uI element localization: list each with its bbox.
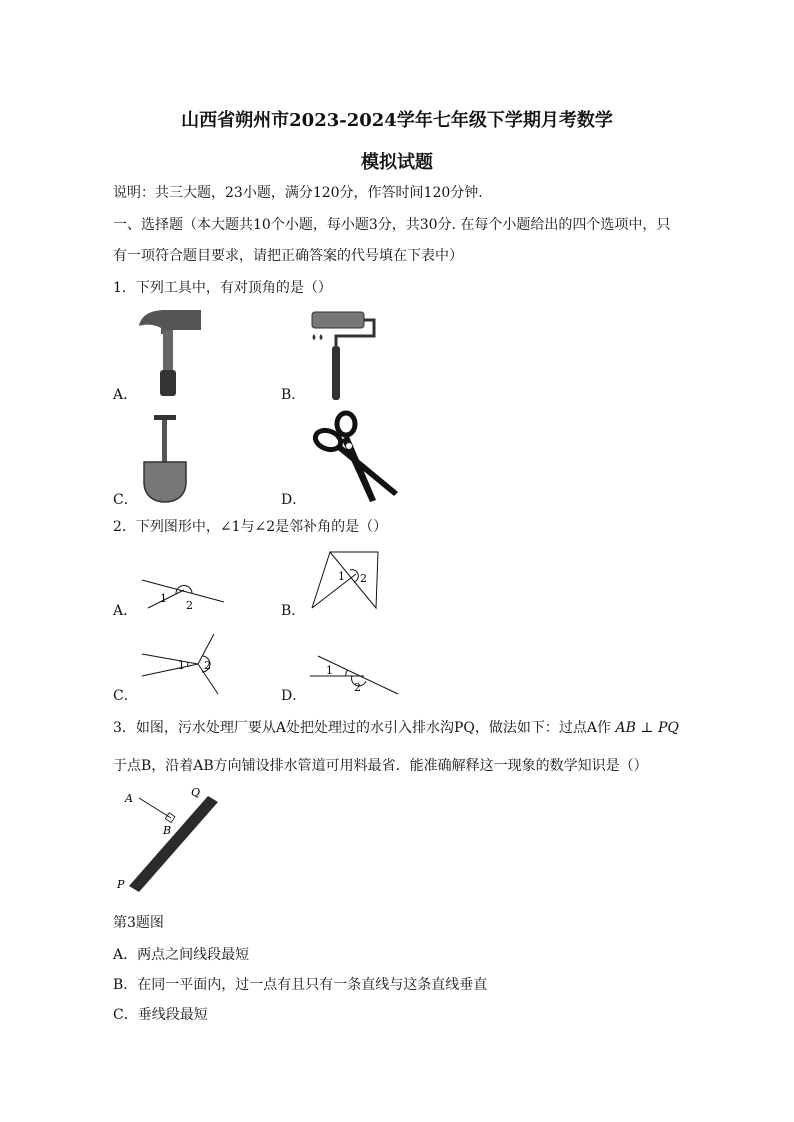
angle-label-1: 1 xyxy=(326,664,333,677)
intro-text: 说明：共三大题，23小题，满分120分，作答时间120分钟. xyxy=(113,185,483,201)
paint-roller-icon xyxy=(308,306,380,402)
hammer-icon xyxy=(135,306,210,398)
q2-option-c-figure xyxy=(140,632,224,700)
angle-label-1: 1 xyxy=(338,570,345,583)
angle-label-1: 1 xyxy=(178,659,185,672)
q2-option-a-figure xyxy=(140,572,230,616)
q3-option-c: C．垂线段最短 xyxy=(113,1007,208,1023)
angle-label-1: 1 xyxy=(160,592,167,605)
q2-option-c-label: C． xyxy=(113,688,138,704)
point-p-label: P xyxy=(117,878,125,891)
angle-label-2: 2 xyxy=(360,572,367,585)
q1-option-c-label: C． xyxy=(113,492,138,508)
q2-option-b-label: B． xyxy=(281,603,306,619)
q1-option-d-label: D． xyxy=(281,492,307,508)
q3-stem-math: AB ⊥ PQ xyxy=(615,720,679,736)
section1-line-2: 有一项符合题目要求，请把正确答案的代号填在下表中） xyxy=(113,248,463,264)
point-b-label: B xyxy=(163,824,172,837)
angle-label-2: 2 xyxy=(354,681,361,694)
section1-line-1: 一、选择题（本大题共10个小题，每小题3分，共30分. 在每个小题给出的四个选项中，只 xyxy=(113,217,671,233)
q3-stem-text: 3．如图，污水处理厂要从A处把处理过的水引入排水沟PQ，做法如下：过点A作 xyxy=(113,720,612,736)
title-line-2: 模拟试题 xyxy=(361,152,433,173)
q2-option-b-figure xyxy=(308,550,390,612)
angle-label-2: 2 xyxy=(204,659,211,672)
q2-option-d-label: D． xyxy=(281,688,307,704)
q2-option-a-label: A． xyxy=(113,603,138,619)
angle-label-2: 2 xyxy=(186,599,193,612)
shovel-icon xyxy=(140,412,200,504)
q3-stem-line-2: 于点B，沿着AB方向铺设排水管道可用料最省．能准确解释这一现象的数学知识是（） xyxy=(113,758,648,774)
point-q-label: Q xyxy=(191,788,201,799)
q1-stem: 1．下列工具中，有对顶角的是（） xyxy=(113,280,332,296)
q3-figure xyxy=(115,788,225,898)
q3-stem-line-1 xyxy=(113,719,679,737)
title-line-1: 山西省朔州市2023-2024学年七年级下学期月考数学 xyxy=(181,110,613,131)
point-a-label: A xyxy=(125,792,133,805)
q2-option-d-figure xyxy=(308,652,404,698)
q1-option-a-label: A． xyxy=(113,387,138,403)
q3-option-a: A．两点之间线段最短 xyxy=(113,947,250,963)
q3-figure-caption: 第3题图 xyxy=(113,915,164,931)
scissors-icon xyxy=(308,410,404,504)
q3-option-b: B．在同一平面内，过一点有且只有一条直线与这条直线垂直 xyxy=(113,977,488,993)
q1-option-b-label: B． xyxy=(281,387,306,403)
q2-stem: 2．下列图形中，∠1与∠2是邻补角的是（） xyxy=(113,519,388,535)
